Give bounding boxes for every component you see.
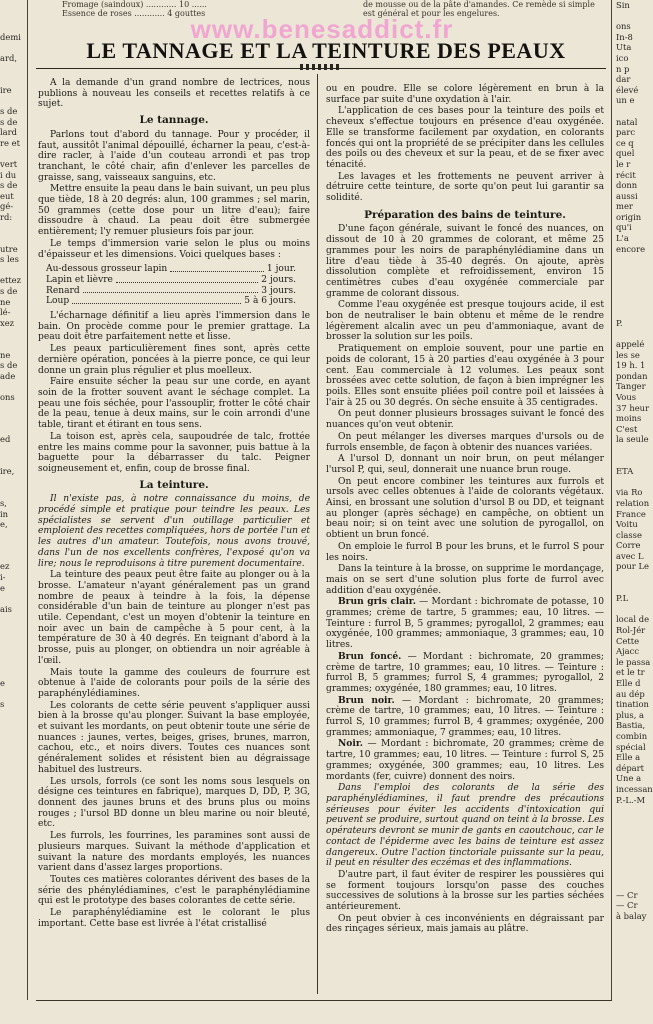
margin-fragment: encore bbox=[616, 243, 646, 254]
margin-fragment bbox=[0, 742, 24, 753]
margin-fragment: ade bbox=[0, 370, 16, 381]
margin-fragment: appelé bbox=[616, 339, 645, 349]
margin-fragment: origin bbox=[616, 211, 642, 222]
table-row: Loup 5 à 6 jours. bbox=[46, 296, 296, 307]
paragraph: L'application de ces bases pour la teinture des poils et cheveux s'effectue toujours en présence d'eau oxygénée. Elle se transforme facilement par oxydation, en colorants foncés qui ont la propriété de se précipiter dans les cellules des poils ou des cheveux et sur la peau, et de se fixer avec ténacité. bbox=[326, 106, 604, 170]
paragraph: Dans l'emploi des colorants de la série des paraphénylédiamines, il faut prendre des précautions sérieuses pour éviter les accidents d'intoxication qui peuvent se produire, surtout quand on teint à la brosse. Les opérateurs devront se munir de gants en caoutchouc, car le contact de l'épiderme avec les bains de teinture est assez dangereux. Outre l'action tinctoriale puissante sur la peau, il peut en résulter des eczémas et des inflammations. bbox=[326, 783, 604, 869]
paragraph: Les peaux particulièrement fines sont, après cette dernière opération, poncées à la pierre ponce, ce qui leur donne un grain plus régulier et plus moelleux. bbox=[38, 344, 310, 376]
page-bottom-rule bbox=[36, 1000, 612, 1001]
margin-fragment: France bbox=[616, 508, 646, 519]
margin-fragment: P.-L.-M bbox=[616, 794, 646, 805]
margin-fragment bbox=[0, 551, 24, 562]
table-row: Lapin et lièvre 2 jours. bbox=[46, 274, 296, 285]
recipe-paragraph: Noir. — Mordant : bichromate, 20 grammes; crème de tartre, 10 grammes; eau, 10 litres. — Teinture : furrol S, 25 grammes; oxygénée, 300 grammes; eau, 10 litres. Les mordants (fer, cuivre) donnent des noirs. bbox=[326, 738, 604, 782]
margin-fragment: natal bbox=[616, 116, 638, 127]
margin-fragment bbox=[0, 593, 24, 604]
margin-fragment bbox=[0, 540, 24, 551]
margin-fragment: utre bbox=[0, 243, 18, 254]
watermark: www.benesaddict.fr bbox=[190, 14, 454, 44]
margin-fragment bbox=[616, 445, 645, 456]
margin-fragment: P.L bbox=[616, 593, 629, 604]
margin-fragment: récit bbox=[616, 169, 636, 180]
margin-fragment bbox=[616, 826, 645, 837]
margin-fragment bbox=[616, 805, 645, 816]
paragraph: La teinture des peaux peut être faite au plonger ou à la brosse. L'amateur n'ayant généralement pas un grand nombre de peaux à teindre à la fois, la dépense considérable d'un bain de teinture au plonger n'est pas utile. Cependant, c'est un moyen d'obtenir la teinture en noir avec un bain de campêche à 5 pour cent, à la température de 30 à 40 degrés. En teignant d'abord à la brosse, puis au plonger, on obtiendra un noir agréable à l'œil. bbox=[38, 570, 310, 666]
margin-fragment bbox=[0, 222, 24, 233]
margin-fragment bbox=[0, 487, 24, 498]
margin-fragment bbox=[616, 572, 645, 583]
margin-fragment bbox=[0, 805, 24, 816]
margin-fragment bbox=[0, 614, 24, 625]
margin-fragment bbox=[0, 445, 24, 456]
margin-fragment: qu'i bbox=[616, 222, 632, 233]
margin-fragment: avec L bbox=[616, 550, 644, 561]
margin-fragment: ce q bbox=[616, 137, 634, 148]
paragraph: On emploie le furrol B pour les bruns, et le furrol S pour les noirs. bbox=[326, 541, 604, 563]
margin-fragment: ed bbox=[0, 434, 11, 445]
margin-fragment: au dép bbox=[616, 688, 645, 699]
margin-fragment bbox=[0, 424, 24, 435]
margin-fragment bbox=[0, 710, 24, 721]
paragraph: Les lavages et les frottements ne peuvent arriver à détruire cette teinture, de sorte qu'on peut lui garantir sa solidité. bbox=[326, 171, 604, 204]
paragraph: Mais toute la gamme des couleurs de fourrure est obtenue à l'aide de colorants pour poils de la série des paraphénylédiamines. bbox=[38, 667, 310, 699]
paragraph: Pratiquement on emploie souvent, pour une partie en poids de colorant, 15 à 20 parties d'eau oxygénée à 3 pour cent. Eau commerciale à 12 volumes. Les peaux sont brossées avec cette solution, de façon à bien imprégner les poils. Elles sont ensuite pliées poil contre poil et laissées à l'air à 25 ou 30 degrés. On sèche ensuite à 35 centigrades. bbox=[326, 344, 604, 408]
margin-fragment: Voitu bbox=[616, 519, 638, 530]
paragraph: Parlons tout d'abord du tannage. Pour y procéder, il faut, aussitôt l'animal dépouillé, écharner la peau, c'est-à-dire racler, à l'aide d'un couteau arrondi et pas trop tranchant, le côté chair, afin d'enlever les parcelles de graisse, sang, vaisseaux sanguins, etc. bbox=[38, 129, 310, 183]
margin-fragment: classe bbox=[616, 529, 642, 540]
margin-fragment bbox=[616, 286, 645, 297]
margin-fragment: s de bbox=[0, 360, 18, 371]
margin-fragment: e, bbox=[0, 519, 8, 530]
margin-fragment bbox=[616, 879, 645, 890]
margin-fragment: ire, bbox=[0, 466, 15, 477]
margin-fragment: C'est bbox=[616, 423, 638, 434]
recipe-label: Brun foncé. bbox=[338, 650, 402, 662]
margin-fragment bbox=[616, 837, 645, 848]
margin-fragment bbox=[0, 64, 24, 75]
margin-fragment bbox=[0, 689, 24, 700]
margin-fragment bbox=[0, 381, 24, 392]
margin-fragment bbox=[0, 456, 24, 467]
margin-fragment: moins bbox=[616, 413, 642, 424]
margin-fragment: mer bbox=[616, 201, 633, 212]
margin-fragment: spécial bbox=[616, 741, 646, 752]
margin-fragment: s de bbox=[0, 105, 18, 116]
top-strip-right: de mousse ou de la pâte d'amandes. Ce remède si simple est général et pour les engelures. bbox=[363, 0, 595, 18]
margin-fragment bbox=[0, 74, 24, 85]
margin-fragment: i du bbox=[0, 169, 17, 180]
margin-fragment: Bastia, bbox=[616, 720, 646, 731]
margin-fragment: Ajacc bbox=[616, 646, 640, 657]
paragraph: On peut mélanger les diverses marques d'ursols ou de furrols ensemble, de façon à obtenir des nuances variées. bbox=[326, 431, 604, 453]
margin-fragment: à balay bbox=[616, 911, 647, 922]
margin-fragment bbox=[0, 0, 24, 11]
margin-fragment: In-8 bbox=[616, 31, 633, 42]
margin-fragment: via Ro bbox=[616, 487, 643, 498]
margin-fragment bbox=[616, 858, 645, 869]
section-title-preparation: Préparation des bains de teinture. bbox=[364, 208, 566, 221]
headline-ornament bbox=[300, 64, 340, 70]
margin-fragment: s les bbox=[0, 254, 19, 265]
margin-fragment: pour Le bbox=[616, 561, 649, 572]
margin-fragment: s de bbox=[0, 286, 18, 297]
margin-fragment: dar bbox=[616, 74, 631, 85]
margin-fragment: ons bbox=[616, 21, 631, 32]
margin-fragment: tination bbox=[616, 699, 649, 710]
margin-fragment: L'a bbox=[616, 233, 629, 244]
margin-fragment: vert bbox=[0, 158, 18, 169]
margin-fragment bbox=[0, 477, 24, 488]
page-title: LE TANNAGE ET LA TEINTURE DES PEAUX bbox=[86, 38, 566, 63]
margin-fragment: aussi bbox=[616, 190, 638, 201]
margin-fragment bbox=[0, 816, 24, 827]
margin-fragment bbox=[0, 148, 24, 159]
column-divider bbox=[317, 74, 318, 994]
margin-fragment bbox=[616, 275, 645, 286]
margin-fragment bbox=[0, 328, 24, 339]
margin-fragment bbox=[0, 265, 24, 276]
margin-fragment: n p bbox=[616, 63, 630, 74]
paragraph: D'une façon générale, suivant le foncé des nuances, on dissout de 10 à 20 grammes de colorant, et même 25 grammes pour les noirs de paraphénylédiamine dans un litre d'eau tiède à 35-40 degrés. On ajoute, après dissolution complète et refroidissement, environ 15 centimètres cubes d'eau oxygénée commerciale par gramme de colorant dissous. bbox=[326, 224, 604, 299]
left-margin-fragments bbox=[0, 0, 24, 826]
margin-fragment bbox=[616, 456, 645, 467]
paragraph: Le temps d'immersion varie selon le plus ou moins d'épaisseur et les dimensions. Voici quelques bases : bbox=[38, 238, 310, 260]
section-title-teinture: La teinture. bbox=[139, 478, 209, 491]
margin-fragment: rd: bbox=[0, 211, 13, 222]
margin-fragment: ne bbox=[0, 296, 11, 307]
section-title-tannage: Le tannage. bbox=[139, 114, 209, 127]
margin-fragment: Uta bbox=[616, 42, 632, 53]
article-column-1 bbox=[38, 78, 310, 930]
paragraph: D'autre part, il faut éviter de respirer les poussières qui se forment toujours lorsqu'on passe des couches successives de solutions à la brosse sur les parties séchées antérieurement. bbox=[326, 869, 604, 913]
paragraph: ou en poudre. Elle se colore légèrement en brun à la surface par suite d'une oxydation à l'air. bbox=[326, 84, 604, 105]
margin-fragment: le r bbox=[616, 158, 631, 169]
article-column-2 bbox=[326, 84, 604, 936]
margin-fragment: P. bbox=[616, 317, 623, 328]
margin-fragment: i- bbox=[0, 572, 6, 583]
margin-fragment: s de bbox=[0, 116, 18, 127]
table-row: Renard 3 jours. bbox=[46, 285, 296, 296]
margin-fragment: gé- bbox=[0, 201, 14, 212]
margin-fragment: Une a bbox=[616, 773, 642, 784]
margin-fragment: combin bbox=[616, 730, 648, 741]
margin-fragment: ard, bbox=[0, 52, 18, 63]
margin-fragment: Corre bbox=[616, 540, 641, 551]
margin-fragment bbox=[0, 763, 24, 774]
margin-fragment: ettez bbox=[0, 275, 22, 286]
margin-fragment: re et bbox=[0, 137, 20, 148]
margin-fragment bbox=[616, 297, 645, 308]
paragraph: Dans la teinture à la brosse, on supprime le mordançage, mais on se sert d'une solution plus forte de furrol avec addition d'eau oxygénée. bbox=[326, 564, 604, 596]
paragraph: Les ursols, forrols (ce sont les noms sous lesquels on désigne ces teintures en fabrique), marques D, DD, P, 3G, donnent des jaunes bruns et des bruns plus ou moins rouges ; l'ursol BD donne un bleu marine ou noir bleuté, etc. bbox=[38, 776, 310, 830]
table-row: Au-dessous grosseur lapin 1 jour. bbox=[46, 264, 296, 275]
margin-fragment: Elle d bbox=[616, 678, 641, 688]
margin-fragment bbox=[0, 795, 24, 806]
margin-fragment: relation bbox=[616, 497, 650, 508]
margin-fragment: eut bbox=[0, 190, 14, 201]
margin-fragment bbox=[616, 307, 645, 318]
recipe-paragraph: Brun noir. — Mordant : bichromate, 20 grammes; crème de tartre, 10 grammes; eau, 10 litres. — Teinture : furrol S, 10 grammes; furrol B, 4 grammes; oxygénée, 200 grammes; ammoniaque, 7 grammes; eau, 10 litres. bbox=[326, 694, 604, 738]
margin-fragment bbox=[0, 403, 24, 414]
margin-fragment: in bbox=[0, 508, 9, 519]
margin-fragment bbox=[0, 11, 24, 22]
paragraph: Le paraphénylédiamine est le colorant le plus important. Cette base est livrée à l'état cristallisé bbox=[38, 908, 310, 929]
margin-fragment: Rol-Jér bbox=[616, 625, 646, 636]
paragraph: On peut obvier à ces inconvénients en dégraissant par des rinçages sérieux, mais jamais au plâtre. bbox=[326, 913, 604, 935]
margin-fragment bbox=[0, 625, 24, 636]
top-strip-left: Fromage (saindoux) ............ 10 ...... Essence de roses ............ 4 gouttes bbox=[62, 0, 207, 18]
margin-fragment bbox=[0, 339, 24, 350]
margin-fragment: 37 heur bbox=[616, 402, 650, 413]
margin-fragment: ETA bbox=[616, 466, 634, 477]
margin-fragment bbox=[0, 95, 24, 106]
paragraph: Toutes ces matières colorantes dérivent des bases de la série des phénylédiamines, c'est le paraphénylédiamine qui est le prototype des bases colorantes de cette série. bbox=[38, 874, 310, 907]
margin-fragment: ez bbox=[0, 561, 10, 572]
margin-fragment: local de bbox=[616, 614, 650, 625]
margin-fragment: Tanger bbox=[616, 381, 646, 392]
margin-fragment: et le tr bbox=[616, 667, 645, 678]
margin-fragment bbox=[0, 233, 24, 244]
margin-fragment: ons bbox=[0, 391, 15, 402]
margin-fragment: — Cr bbox=[616, 900, 638, 911]
margin-fragment: ais bbox=[0, 603, 12, 614]
paragraph: A l'ursol D, donnant un noir brun, on peut mélanger l'ursol P, qui, seul, donnerait une nuance brun rouge. bbox=[326, 454, 604, 475]
margin-fragment bbox=[0, 42, 24, 53]
margin-fragment bbox=[0, 720, 24, 731]
recipe-label: Brun gris clair. bbox=[338, 596, 416, 608]
intro-paragraph: A la demande d'un grand nombre de lectrices, nous publions à nouveau les conseils et recettes relatifs à ce sujet. bbox=[38, 78, 310, 110]
paragraph: Faire ensuite sécher la peau sur une corde, en ayant soin de la frotter souvent avant le séchage complet. La peau une fois séchée, pour l'assouplir, frotter le côté chair de la peau, tenue à deux mains, sur le coin arrondi d'une table, tirant et étirant en tous sens. bbox=[38, 377, 310, 431]
margin-fragment bbox=[616, 106, 645, 117]
margin-fragment: 19 h. 1 bbox=[616, 360, 646, 371]
paragraph: On peut donner plusieurs brossages suivant le foncé des nuances qu'on veut obtenir. bbox=[326, 409, 604, 431]
paragraph: Les furrols, les fourrines, les paramines sont aussi de plusieurs marques. Suivant la méthode d'application et suivant la nature des mordants employés, les nuances varient dans d'assez larges proportions. bbox=[38, 831, 310, 874]
margin-fragment: un e bbox=[616, 95, 635, 106]
margin-fragment: ico bbox=[616, 52, 629, 63]
margin-fragment: parc bbox=[616, 127, 636, 138]
immersion-table bbox=[46, 264, 296, 307]
margin-fragment bbox=[616, 265, 645, 276]
margin-fragment: quel bbox=[616, 148, 635, 159]
margin-fragment: le passa bbox=[616, 656, 651, 667]
margin-fragment: incessan bbox=[616, 783, 653, 794]
margin-fragment bbox=[616, 869, 645, 880]
margin-fragment: élevé bbox=[616, 84, 639, 95]
margin-fragment bbox=[0, 667, 24, 678]
margin-fragment bbox=[0, 21, 24, 32]
margin-fragment bbox=[0, 657, 24, 668]
margin-fragment: e bbox=[0, 582, 5, 593]
margin-fragment: pondan bbox=[616, 370, 648, 381]
paragraph: Comme l'eau oxygénée est presque toujours acide, il est bon de neutraliser le bain obtenu et même de le rendre légèrement alcalin avec un peu d'ammoniaque, avant de brosser la solution sur les poils. bbox=[326, 300, 604, 343]
margin-fragment: ire bbox=[0, 84, 12, 95]
margin-fragment bbox=[0, 731, 24, 742]
margin-fragment: ne bbox=[0, 349, 11, 360]
margin-fragment: Vous bbox=[616, 391, 637, 402]
paragraph: L'écharnage définitif a lieu après l'immersion dans le bain. On procède comme pour le premier grattage. La peau doit être parfaitement nette et lisse. bbox=[38, 311, 310, 343]
margin-fragment: départ bbox=[616, 762, 645, 773]
margin-fragment: s bbox=[0, 699, 5, 710]
paragraph: On peut encore combiner les teintures aux furrols et ursols avec celles obtenues à l'aide de colorants végétaux. Ainsi, en brossant une solution d'ursol B ou DD, et teignant au plonger (après séchage) en campêche, on obtient un beau noir; si on teint avec une solution de pyrogallol, on obtient un brun foncé. bbox=[326, 476, 604, 541]
recipe-paragraph: Brun gris clair. — Mordant : bichromate de potasse, 10 grammes; crème de tartre, 5 grammes; eau, 10 litres. — Teinture : furrol B, 5 grammes; pyrogallol, 2 grammes; eau oxygénée, 100 grammes; ammoniaque, 3 grammes; eau, 10 litres. bbox=[326, 596, 604, 651]
recipe-label: Brun noir. bbox=[338, 694, 395, 706]
margin-fragment: plus, a bbox=[616, 709, 645, 720]
left-column-rule bbox=[27, 0, 28, 1000]
right-column-rule bbox=[611, 0, 612, 1000]
margin-fragment: Elle a bbox=[616, 752, 641, 763]
margin-fragment: s de bbox=[0, 180, 18, 191]
margin-fragment: s, bbox=[0, 497, 7, 508]
margin-fragment bbox=[616, 477, 645, 488]
margin-fragment bbox=[0, 413, 24, 424]
paragraph: Il n'existe pas, à notre connaissance du moins, de procédé simple et pratique pour teindre les peaux. Les spécialistes se servent d'un outillage particulier et emploient des recettes compliquées, hors de portée l'un et les autres d'un amateur. Toutefois, nous avons trouvé, dans l'un de nos excellents confrères, l'exposé qu'on va lire; nous le reproduisons à titre purement documentaire. bbox=[38, 494, 310, 569]
margin-fragment bbox=[616, 254, 645, 265]
right-margin-fragments bbox=[616, 0, 653, 922]
margin-fragment bbox=[0, 784, 24, 795]
margin-fragment: lard bbox=[0, 127, 18, 138]
margin-fragment bbox=[0, 530, 24, 541]
margin-fragment: e bbox=[0, 678, 5, 688]
paragraph: La toison est, après cela, saupoudrée de talc, frottée entre les mains comme pour la savonner, puis battue à la baguette pour la débarrasser du talc. Peigner soigneusement et, enfin, coup de brosse final. bbox=[38, 431, 310, 474]
margin-fragment bbox=[616, 583, 645, 594]
margin-fragment: la seule bbox=[616, 434, 649, 445]
margin-fragment bbox=[616, 604, 645, 615]
margin-fragment bbox=[0, 636, 24, 647]
margin-fragment: Sin bbox=[616, 0, 630, 10]
paragraph: Mettre ensuite la peau dans le bain suivant, un peu plus que tiède, 18 à 20 degrés: alun, 100 grammes ; sel marin, 50 grammes (cette dose pour un litre d'eau); faire dissoudre à chaud. La peau doit être submergée entièrement; l'y remuer plusieurs fois par jour. bbox=[38, 184, 310, 238]
margin-fragment bbox=[0, 773, 24, 784]
margin-fragment: lé- bbox=[0, 307, 11, 318]
recipe-paragraph: Brun foncé. — Mordant : bichromate, 20 grammes; crème de tartre, 10 grammes; eau, 10 litres. — Teinture : furrol B, 5 grammes; furrol S, 4 grammes; pyrogallol, 2 grammes; oxygénée, 180 grammes; eau, 10 litres. bbox=[326, 650, 604, 694]
margin-fragment: les se bbox=[616, 349, 640, 360]
margin-fragment bbox=[0, 752, 24, 763]
margin-fragment: Cette bbox=[616, 635, 640, 646]
recipe-label: Noir. bbox=[338, 738, 363, 750]
margin-fragment: demi bbox=[0, 31, 21, 42]
margin-fragment bbox=[616, 328, 645, 339]
margin-fragment bbox=[616, 816, 645, 827]
paragraph: Les colorants de cette série peuvent s'appliquer aussi bien à la brosse qu'au plonger. Suivant la base employée, et suivant les mordants, on peut obtenir toute une série de nuances : jaunes, vertes, beiges, grises, brunes, marron, cachou, etc., et noirs divers. Toutes ces nuances sont généralement solides et résistent bien au dégraissage habituel des lustreurs. bbox=[38, 700, 310, 775]
margin-fragment bbox=[616, 848, 645, 859]
margin-fragment: — Cr bbox=[616, 889, 638, 900]
margin-fragment: xez bbox=[0, 317, 15, 328]
margin-fragment: donn bbox=[616, 180, 638, 191]
margin-fragment bbox=[0, 646, 24, 657]
